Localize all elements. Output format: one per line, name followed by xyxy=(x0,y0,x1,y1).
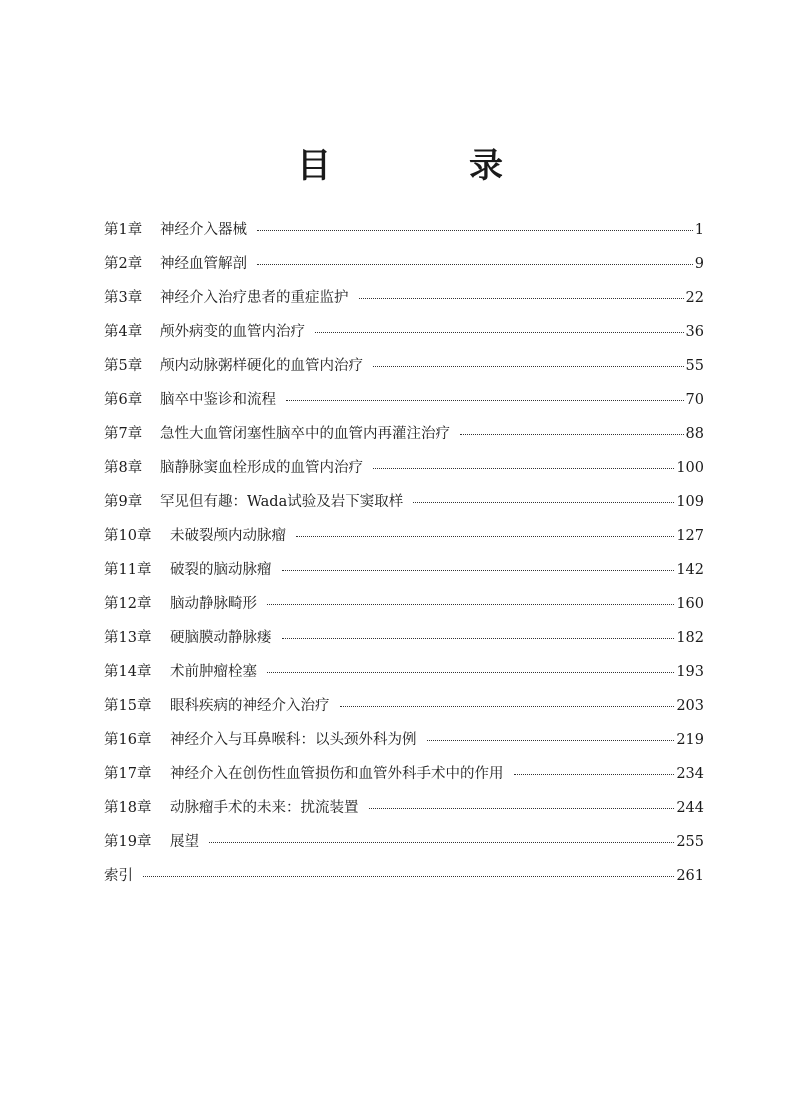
table-of-contents xyxy=(104,220,704,900)
dot-leader xyxy=(514,774,675,775)
chapter-number: 第18章 xyxy=(104,800,152,816)
chapter-title: 眼科疾病的神经介入治疗 xyxy=(170,698,330,714)
page-number: 193 xyxy=(676,664,704,680)
toc-entry[interactable] xyxy=(104,832,704,866)
page-number: 70 xyxy=(685,392,704,408)
page-number: 22 xyxy=(685,290,704,306)
dot-leader xyxy=(315,332,684,333)
toc-entry[interactable] xyxy=(104,662,704,696)
dot-leader xyxy=(359,298,684,299)
page-number: 88 xyxy=(685,426,704,442)
chapter-title: 展望 xyxy=(170,834,199,850)
chapter-title: 脑卒中鉴诊和流程 xyxy=(160,392,276,408)
chapter-title: 颅内动脉粥样硬化的血管内治疗 xyxy=(160,358,363,374)
chapter-number: 第9章 xyxy=(104,494,143,510)
chapter-number: 第19章 xyxy=(104,834,152,850)
chapter-number: 第1章 xyxy=(104,222,143,238)
chapter-title: 神经介入器械 xyxy=(160,222,247,238)
toc-entry[interactable] xyxy=(104,560,704,594)
toc-entry[interactable] xyxy=(104,288,704,322)
chapter-number: 第17章 xyxy=(104,766,152,782)
page-number: 142 xyxy=(676,562,704,578)
chapter-number: 第2章 xyxy=(104,256,143,272)
dot-leader xyxy=(257,230,693,231)
chapter-title: 神经介入在创伤性血管损伤和血管外科手术中的作用 xyxy=(170,766,504,782)
page-number: 219 xyxy=(676,732,704,748)
page-number: 100 xyxy=(676,460,704,476)
toc-entry[interactable] xyxy=(104,730,704,764)
chapter-number: 第10章 xyxy=(104,528,152,544)
chapter-title: 脑动静脉畸形 xyxy=(170,596,257,612)
chapter-number: 第13章 xyxy=(104,630,152,646)
toc-entry[interactable] xyxy=(104,254,704,288)
dot-leader xyxy=(267,604,674,605)
dot-leader xyxy=(369,808,675,809)
page-number: 36 xyxy=(685,324,704,340)
dot-leader xyxy=(296,536,674,537)
toc-entry[interactable] xyxy=(104,628,704,662)
page-number: 1 xyxy=(694,222,704,238)
toc-entry[interactable] xyxy=(104,798,704,832)
page-number: 182 xyxy=(676,630,704,646)
page-number: 55 xyxy=(685,358,704,374)
toc-entry[interactable] xyxy=(104,594,704,628)
dot-leader xyxy=(267,672,674,673)
chapter-title: 神经介入治疗患者的重症监护 xyxy=(160,290,349,306)
page-number: 255 xyxy=(676,834,704,850)
chapter-title: 急性大血管闭塞性脑卒中的血管内再灌注治疗 xyxy=(160,426,450,442)
chapter-number: 第16章 xyxy=(104,732,152,748)
chapter-title: 动脉瘤手术的未来：扰流装置 xyxy=(170,800,359,816)
chapter-title: 颅外病变的血管内治疗 xyxy=(160,324,305,340)
toc-entry[interactable] xyxy=(104,526,704,560)
chapter-title: 神经介入与耳鼻喉科：以头颈外科为例 xyxy=(170,732,417,748)
page-number: 9 xyxy=(694,256,704,272)
page-number: 109 xyxy=(676,494,704,510)
chapter-number: 第11章 xyxy=(104,562,152,578)
page-number: 261 xyxy=(676,868,704,884)
chapter-number: 第3章 xyxy=(104,290,143,306)
toc-entry[interactable] xyxy=(104,356,704,390)
page-number: 244 xyxy=(676,800,704,816)
chapter-number: 第14章 xyxy=(104,664,152,680)
dot-leader xyxy=(460,434,684,435)
toc-entry[interactable] xyxy=(104,220,704,254)
chapter-title: 未破裂颅内动脉瘤 xyxy=(170,528,286,544)
dot-leader xyxy=(209,842,674,843)
toc-entry[interactable] xyxy=(104,390,704,424)
chapter-title: 术前肿瘤栓塞 xyxy=(170,664,257,680)
chapter-title: 硬脑膜动静脉瘘 xyxy=(170,630,272,646)
chapter-title: 索引 xyxy=(104,868,133,884)
dot-leader xyxy=(373,366,684,367)
chapter-title: 神经血管解剖 xyxy=(160,256,247,272)
chapter-title: 破裂的脑动脉瘤 xyxy=(170,562,272,578)
chapter-number: 第5章 xyxy=(104,358,143,374)
dot-leader xyxy=(286,400,684,401)
chapter-title: 脑静脉窦血栓形成的血管内治疗 xyxy=(160,460,363,476)
page-number: 127 xyxy=(676,528,704,544)
page-number: 203 xyxy=(676,698,704,714)
dot-leader xyxy=(427,740,675,741)
page-number: 234 xyxy=(676,766,704,782)
dot-leader xyxy=(373,468,674,469)
chapter-number: 第7章 xyxy=(104,426,143,442)
toc-entry[interactable] xyxy=(104,764,704,798)
chapter-number: 第12章 xyxy=(104,596,152,612)
toc-entry[interactable] xyxy=(104,492,704,526)
dot-leader xyxy=(413,502,674,503)
toc-entry[interactable] xyxy=(104,322,704,356)
dot-leader xyxy=(282,638,675,639)
dot-leader xyxy=(257,264,693,265)
chapter-title: 罕见但有趣：Wada试验及岩下窦取样 xyxy=(160,494,404,510)
toc-entry[interactable] xyxy=(104,696,704,730)
toc-entry[interactable] xyxy=(104,424,704,458)
toc-entry-index[interactable] xyxy=(104,866,704,900)
chapter-number: 第4章 xyxy=(104,324,143,340)
page-title: 目 录 xyxy=(297,146,555,186)
page-number: 160 xyxy=(676,596,704,612)
chapter-number: 第8章 xyxy=(104,460,143,476)
chapter-number: 第15章 xyxy=(104,698,152,714)
dot-leader xyxy=(282,570,675,571)
dot-leader xyxy=(143,876,674,877)
dot-leader xyxy=(340,706,675,707)
chapter-number: 第6章 xyxy=(104,392,143,408)
toc-entry[interactable] xyxy=(104,458,704,492)
